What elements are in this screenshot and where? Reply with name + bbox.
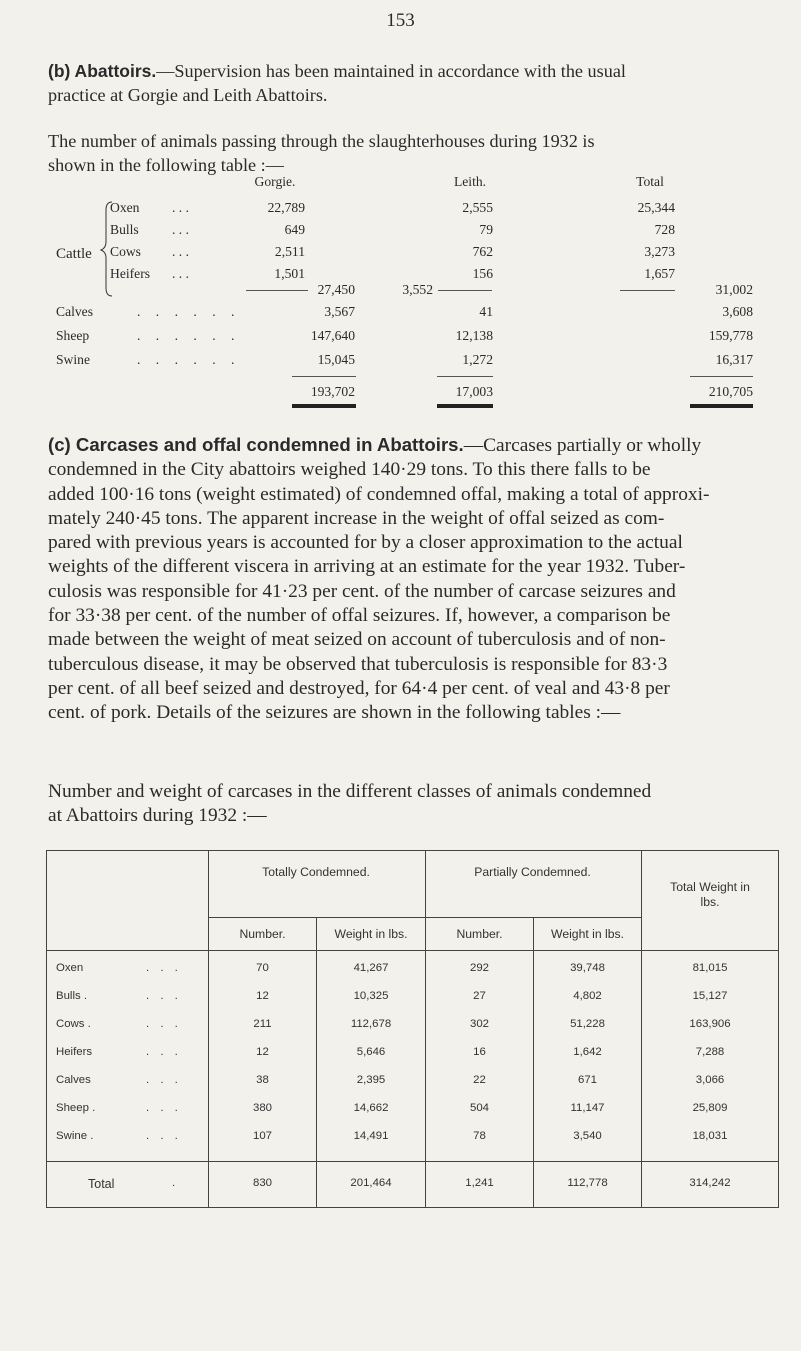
header-total: Total [636, 174, 664, 189]
section-c-line: added 100·16 tons (weight estimated) of condemned offal, making a total of approxi- [48, 483, 710, 505]
total-row-totally-number: 830 [252, 1177, 272, 1189]
table-row-total-weight: 25,809 [692, 1102, 728, 1114]
grand-total-leith: 17,003 [455, 384, 493, 399]
cattle-subtotal-leith: 3,552 [402, 282, 433, 297]
table-row-partially-weight: 51,228 [570, 1018, 605, 1030]
subtotal-rule-leith [438, 290, 492, 291]
table-row-name: Calves [56, 1074, 91, 1086]
cattle-row-leith: 79 [479, 222, 493, 237]
cattle-row-name: Cows [110, 244, 141, 259]
section-c-line: tuberculous disease, it may be observed that tuberculosis is responsible for 83·3 [48, 653, 668, 675]
table-row-total-weight: 15,127 [692, 990, 728, 1002]
header-gorgie: Gorgie. [254, 174, 296, 189]
section-b-heading: (b) Abattoirs. [48, 61, 157, 81]
table-row-totally-weight: 14,491 [353, 1130, 389, 1142]
animal-row-gorgie: 15,045 [317, 352, 355, 367]
table-row-dots: . . . [146, 1102, 182, 1114]
section-b-text-line2: practice at Gorgie and Leith Abattoirs. [48, 84, 328, 105]
cattle-subtotal-gorgie: 27,450 [317, 282, 355, 297]
section-c-line: mately 240·45 tons. The apparent increase in the weight of offal seized as com- [48, 507, 665, 529]
section-c-heading: (c) Carcases and offal condemned in Abattoirs. [48, 434, 464, 455]
cattle-row-gorgie: 649 [284, 222, 305, 237]
table-row-partially-weight: 4,802 [573, 990, 602, 1002]
cattle-row-name: Bulls [110, 222, 139, 237]
table-row-totally-weight: 14,662 [353, 1102, 389, 1114]
col-divider [208, 850, 209, 1207]
table-row-totally-weight: 10,325 [353, 990, 389, 1002]
table-border-right [778, 850, 779, 1208]
table-row-partially-number: 504 [469, 1102, 489, 1114]
total-row-dot: . [172, 1177, 176, 1189]
table-row-partially-number: 302 [469, 1018, 489, 1030]
table-row-total-weight: 163,906 [689, 1018, 731, 1030]
table-row-name: Bulls . [56, 990, 88, 1002]
intro2-line1: Number and weight of carcases in the different classes of animals condemned [48, 781, 652, 802]
cattle-row-total: 1,657 [644, 266, 675, 281]
table-row-partially-weight: 3,540 [573, 1130, 602, 1142]
animal-row-leith: 1,272 [462, 352, 493, 367]
table-row-name: Sheep . [56, 1102, 96, 1114]
section-c-line: per cent. of all beef seized and destroyed, for 64·4 per cent. of veal and 43·8 per [48, 677, 670, 699]
table-row-total-weight: 7,288 [695, 1046, 725, 1058]
cattle-subtotal-total: 31,002 [715, 282, 753, 297]
table-row-name: Swine . [56, 1130, 94, 1142]
table-row-partially-number: 22 [473, 1074, 486, 1086]
page-number: 153 [386, 10, 415, 31]
cattle-row-name: Heifers [110, 266, 151, 281]
col-divider [316, 917, 317, 1207]
header-partially-condemned: Partially Condemned. [474, 865, 591, 879]
header-total-weight: Total Weight in lbs. [670, 880, 750, 909]
animal-row-dots: . . . . . . [137, 328, 241, 343]
section-c-line: condemned in the City abattoirs weighed 140·29 tons. To this there falls to be [48, 459, 651, 481]
intro2-line2: at Abattoirs during 1932 :— [48, 805, 267, 827]
row-divider [208, 917, 641, 918]
table-row-dots: . . . [146, 1074, 182, 1086]
animal-row-total: 3,608 [722, 304, 753, 319]
table-border-bottom [46, 1207, 779, 1208]
table-row-totally-weight: 112,678 [350, 1018, 392, 1030]
cattle-row-dots: . . . [172, 200, 189, 215]
table-border-top [46, 850, 779, 851]
total-rule-total [690, 376, 753, 377]
section-c-paragraph [48, 433, 773, 726]
table-border-left [46, 850, 47, 1208]
intro-line2: shown in the following table :— [48, 154, 284, 175]
cattle-row-gorgie: 1,501 [274, 266, 305, 281]
table-row-totally-weight: 2,395 [356, 1074, 386, 1086]
animal-row-leith: 12,138 [455, 328, 493, 343]
section-c-line: for 33·38 per cent. of the number of offal seizures. If, however, a comparison be [48, 605, 671, 627]
col-divider [425, 850, 426, 1207]
animal-row-name: Calves [56, 304, 93, 319]
animal-row-dots: . . . . . . [137, 352, 241, 367]
section-c-line: pared with previous years is accounted for by a closer approximation to the actual [48, 532, 683, 554]
section-c-line: made between the weight of meat seized on account of tuberculosis and of non- [48, 629, 666, 651]
double-rule-gorgie [292, 404, 356, 408]
col-divider [641, 850, 642, 1207]
table-row-totally-number: 38 [256, 1074, 269, 1086]
table-row-name: Oxen [56, 962, 84, 974]
subheader-weight: Weight in lbs. [551, 927, 624, 941]
cattle-row-dots: . . . [172, 266, 189, 281]
table-row-partially-weight: 1,642 [573, 1046, 602, 1058]
cattle-label: Cattle [56, 246, 92, 262]
section-c-line: culosis was responsible for 41·23 per cent. of the number of carcase seizures and [48, 580, 676, 602]
cattle-row-gorgie: 2,511 [274, 244, 305, 259]
table-row-totally-number: 12 [256, 990, 269, 1002]
animal-row-total: 159,778 [708, 328, 753, 343]
table-row-totally-number: 380 [252, 1102, 272, 1114]
cattle-row-dots: . . . [172, 222, 189, 237]
animal-row-leith: 41 [479, 304, 493, 319]
total-row-partially-weight: 112,778 [567, 1177, 608, 1189]
grand-total-gorgie: 193,702 [310, 384, 355, 399]
table-row-name: Cows . [56, 1018, 91, 1030]
cattle-row-leith: 156 [472, 266, 493, 281]
table-row-total-weight: 18,031 [692, 1130, 728, 1142]
table-row-total-weight: 3,066 [695, 1074, 725, 1086]
animal-row-name: Swine [56, 352, 90, 367]
cattle-row-dots: . . . [172, 244, 189, 259]
table-row-dots: . . . [146, 962, 182, 974]
row-divider [46, 1161, 779, 1162]
animal-row-name: Sheep [56, 328, 90, 343]
table-row-partially-number: 292 [469, 962, 489, 974]
table-row-partially-number: 27 [473, 990, 486, 1002]
table-row-totally-number: 12 [256, 1046, 269, 1058]
cattle-row-gorgie: 22,789 [267, 200, 305, 215]
total-row-totally-weight: 201,464 [350, 1177, 392, 1189]
table-row-partially-weight: 11,147 [570, 1102, 605, 1114]
table-row-name: Heifers [56, 1046, 93, 1058]
table-row-dots: . . . [146, 1046, 182, 1058]
animal-row-total: 16,317 [715, 352, 753, 367]
section-b-text-line1: —Supervision has been maintained in accordance with the usual [156, 61, 626, 81]
table-row-dots: . . . [146, 1018, 182, 1030]
total-rule-gorgie [292, 376, 356, 377]
double-rule-leith [437, 404, 493, 408]
intro-line1: The number of animals passing through the slaughterhouses during 1932 is [48, 131, 595, 151]
total-row-label: Total [88, 1177, 115, 1191]
double-rule-total [690, 404, 753, 408]
section-c-line: cent. of pork. Details of the seizures are shown in the following tables :— [48, 702, 621, 724]
cattle-row-total: 728 [654, 222, 675, 237]
animal-row-gorgie: 147,640 [310, 328, 355, 343]
subheader-weight: Weight in lbs. [334, 927, 408, 941]
table-row-totally-number: 211 [253, 1018, 272, 1030]
animal-row-gorgie: 3,567 [324, 304, 355, 319]
cattle-row-name: Oxen [110, 200, 140, 215]
cattle-row-total: 25,344 [637, 200, 675, 215]
section-c-line: weights of the different viscera in arriving at an estimate for the year 1932. Tuber- [48, 556, 686, 578]
table-row-totally-weight: 5,646 [356, 1046, 386, 1058]
table-row-dots: . . . [146, 1130, 182, 1142]
cattle-row-leith: 2,555 [462, 200, 493, 215]
table-row-dots: . . . [146, 990, 182, 1002]
table-row-totally-number: 107 [252, 1130, 272, 1142]
section-c-line: —Carcases partially or wholly [463, 435, 702, 456]
total-row-partially-number: 1,241 [465, 1177, 494, 1189]
table-row-totally-weight: 41,267 [353, 962, 389, 974]
subheader-number: Number. [239, 927, 286, 941]
table-row-partially-number: 78 [473, 1130, 486, 1142]
table-row-partially-weight: 671 [577, 1074, 597, 1086]
subheader-number: Number. [456, 927, 503, 941]
row-divider [46, 950, 779, 951]
table-row-total-weight: 81,015 [692, 962, 728, 974]
total-rule-leith [437, 376, 493, 377]
cattle-row-total: 3,273 [644, 244, 675, 259]
grand-total-total: 210,705 [708, 384, 753, 399]
header-leith: Leith. [453, 174, 487, 189]
table-row-partially-number: 16 [473, 1046, 486, 1058]
table-row-totally-number: 70 [256, 962, 269, 974]
table-row-partially-weight: 39,748 [570, 962, 605, 974]
intro2-paragraph [48, 780, 773, 829]
total-row-total-weight: 314,242 [689, 1177, 731, 1189]
cattle-row-leith: 762 [472, 244, 493, 259]
slaughter-table [0, 0, 801, 480]
animal-row-dots: . . . . . . [137, 304, 241, 319]
col-divider [533, 917, 534, 1207]
header-totally-condemned: Totally Condemned. [262, 865, 370, 879]
